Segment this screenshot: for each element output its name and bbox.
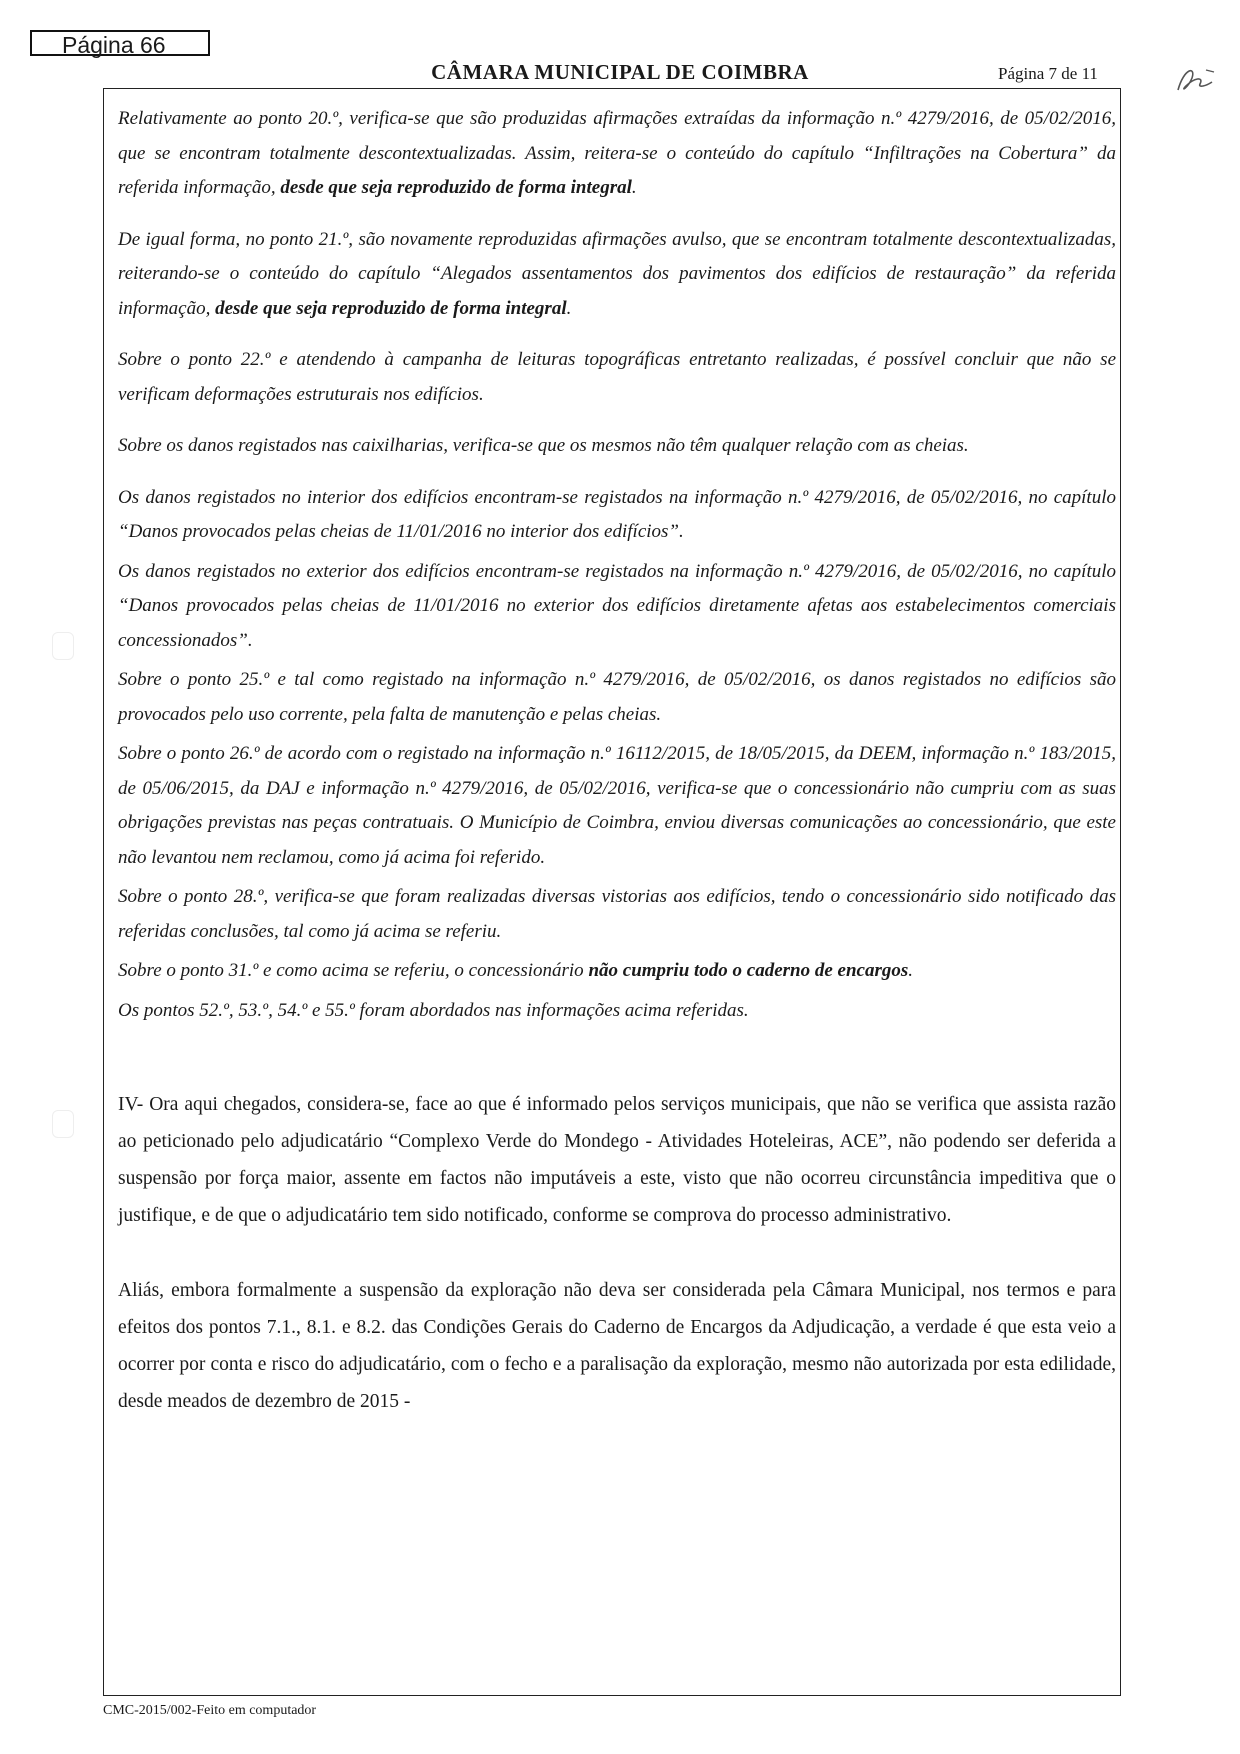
- footer-reference: CMC-2015/002-Feito em computador: [103, 1703, 317, 1718]
- document-body: [118, 102, 1116, 1458]
- conclusion-paragraph: IV- Ora aqui chegados, considera-se, face ao que é informado pelos serviços municipais, que não se verifica que assista razão ao peticionado pelo adjudicatário “Complexo Verde do Mondego - Atividades Hoteleiras, ACE”, não podendo ser deferida a suspensão por força maior, assente em factos não imputáveis a este, visto que não ocorreu circunstância impeditiva que o justifique, e de que o adjudicatário tem sido notificado, conforme se comprova do processo administrativo.: [118, 1094, 1116, 1226]
- technical-responses-section: [118, 102, 1116, 1028]
- signature-initials-icon: [1170, 60, 1220, 100]
- response-paragraph: Sobre o ponto 25.º e tal como registado na informação n.º 4279/2016, de 05/02/2016, os danos registados no edifícios são provocados pelo uso corrente, pela falta de manutenção e pelas cheias.: [118, 669, 1116, 725]
- header-page-number: Página 7 de 11: [998, 64, 1098, 83]
- page-stamp: Página 66: [30, 30, 210, 56]
- emphasis-text: desde que seja reproduzido de forma integral: [215, 297, 567, 319]
- response-paragraph: Os danos registados no exterior dos edifícios encontram-se registados na informação n.º 4279/2016, de 05/02/2016, no capítulo “Danos provocados pelas cheias de 11/01/2016 no exterior dos edifícios diretamente afetas aos estabelecimentos comerciais concessionados”.: [118, 560, 1116, 651]
- response-paragraph: Sobre o ponto 22.º e atendendo à campanha de leituras topográficas entretanto realizadas, é possível concluir que não se verificam deformações estruturais nos edifícios.: [118, 349, 1116, 405]
- emphasis-text: desde que seja reproduzido de forma integral: [280, 177, 632, 198]
- punch-hole-mark: [52, 632, 74, 660]
- conclusion-paragraph: Aliás, embora formalmente a suspensão da exploração não deva ser considerada pela Câmara Municipal, nos termos e para efeitos dos pontos 7.1., 8.1. e 8.2. das Condições Gerais do Caderno de Encargos da Adjudicação, a verdade é que esta veio a ocorrer por conta e risco do adjudicatário, com o fecho e a paralisação da exploração, mesmo não autorizada por esta edilidade, desde meados de dezembro de 2015 -: [118, 1280, 1116, 1412]
- response-paragraph: Sobre o ponto 26.º de acordo com o registado na informação n.º 16112/2015, de 18/05/2015, da DEEM, informação n.º 183/2015, de 05/06/2015, da DAJ e informação n.º 4279/2016, de 05/02/2016, verifica-se que o concessionário não cumpriu com as suas obrigações previstas nas peças contratuais. O Município de Coimbra, enviou diversas comunicações ao concessionário, que este não levantou nem reclamou, como já acima foi referido.: [118, 743, 1116, 868]
- response-paragraph: Sobre os danos registados nas caixilharias, verifica-se que os mesmos não têm qualquer relação com as cheias.: [118, 435, 969, 456]
- response-paragraph: Os pontos 52.º, 53.º, 54.º e 55.º foram abordados nas informações acima referidas.: [118, 999, 749, 1021]
- emphasis-text: não cumpriu todo o caderno de encargos: [588, 960, 909, 981]
- response-paragraph: Os danos registados no interior dos edifícios encontram-se registados na informação n.º 4279/2016, de 05/02/2016, no capítulo “Danos provocados pelas cheias de 11/01/2016 no interior dos edifícios”.: [118, 486, 1116, 542]
- response-paragraph: Sobre o ponto 28.º, verifica-se que foram realizadas diversas vistorias aos edifícios, tendo o concessionário sido notificado das referidas conclusões, tal como já acima se referiu.: [118, 886, 1116, 942]
- response-paragraph: Relativamente ao ponto 20.º, verifica-se que são produzidas afirmações extraídas da informação n.º 4279/2016, de 05/02/2016, que se encontram totalmente descontextualizadas. Assim, reitera-se o conteúdo do capítulo “Infiltrações na Cobertura” da referida informação, desde que seja reproduzido de forma integral.: [118, 108, 1116, 198]
- response-paragraph: Sobre o ponto 31.º e como acima se referiu, o concessionário não cumpriu todo o caderno de encargos.: [118, 960, 914, 981]
- header-title: CÂMARA MUNICIPAL DE COIMBRA: [431, 60, 809, 84]
- punch-hole-mark: [52, 1110, 74, 1138]
- conclusion-section: [118, 1086, 1116, 1420]
- response-paragraph: De igual forma, no ponto 21.º, são novamente reproduzidas afirmações avulso, que se encontram totalmente descontextualizadas, reiterando-se o conteúdo do capítulo “Alegados assentamentos dos pavimentos dos edifícios de restauração” da referida informação, desde que seja reproduzido de forma integral.: [118, 228, 1116, 319]
